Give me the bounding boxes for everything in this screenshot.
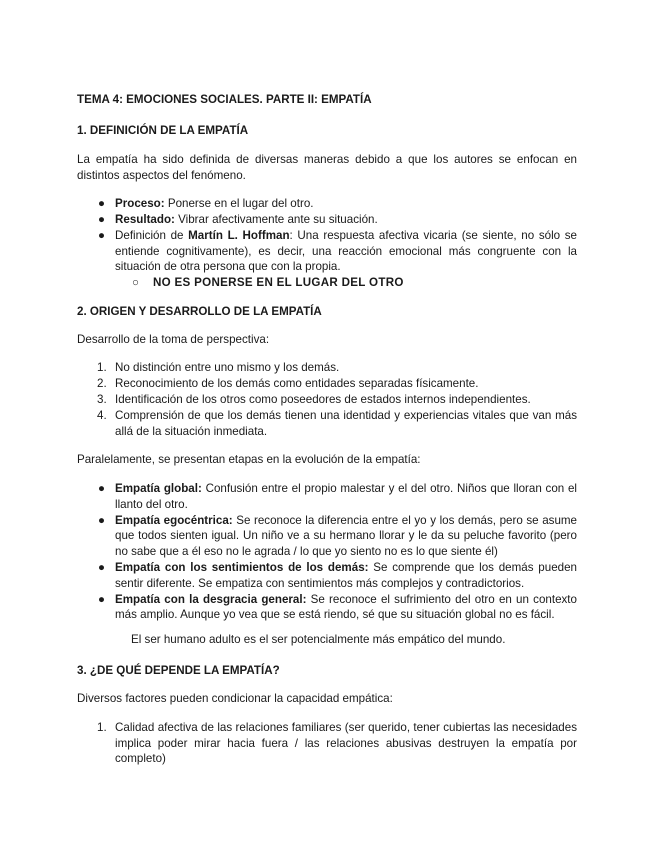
- section-1-heading: 1. DEFINICIÓN DE LA EMPATÍA: [77, 124, 249, 137]
- list-item: [77, 560, 577, 591]
- adult-empathy-note: El ser humano adulto es el ser potencialmente más empático del mundo.: [131, 633, 506, 646]
- circle-bullet-icon: ○: [132, 276, 140, 290]
- section-3-heading: 3. ¿DE QUÉ DEPENDE LA EMPATÍA?: [77, 664, 280, 677]
- list-item: [77, 376, 577, 392]
- item-prefix: Definición de: [115, 229, 189, 243]
- item-text: Identificación de los otros como poseedores de estados internos independientes.: [115, 393, 531, 407]
- bullet-icon: ●: [98, 592, 106, 606]
- section-1-bullet-list: [77, 196, 577, 291]
- section-2-heading: 2. ORIGEN Y DESARROLLO DE LA EMPATÍA: [77, 305, 322, 318]
- item-bold: Proceso:: [115, 197, 165, 210]
- bullet-icon: ●: [98, 197, 106, 210]
- list-item: [77, 360, 577, 376]
- item-text: Se reconoce el sufrimiento del otro en un contexto más amplio. Aunque yo vea que se está riendo, sé que su situación global no es fácil.: [115, 592, 577, 622]
- section-3-intro: Diversos factores pueden condicionar la capacidad empática:: [77, 692, 393, 705]
- perspective-steps-list: [77, 360, 577, 440]
- item-bold: Empatía con los sentimientos de los demás:: [115, 560, 369, 574]
- item-text: Calidad afectiva de las relaciones familiares (ser querido, tener cubiertas las necesidades implica poder mirar hacia fuera / las relaciones abusivas destruyen la empatía por completo): [115, 721, 577, 766]
- item-bold: Empatía global:: [115, 482, 202, 495]
- list-item: [77, 196, 577, 212]
- bullet-icon: ●: [98, 213, 106, 227]
- list-item: [77, 513, 577, 560]
- item-bold: Martín L. Hoffman: [188, 229, 290, 243]
- item-text: Ponerse en el lugar del otro.: [164, 197, 314, 210]
- item-text: Comprensión de que los demás tienen una identidad y experiencias vitales que van más allá de la situación inmediata.: [115, 409, 577, 438]
- item-text: Se comprende que los demás pueden sentir diferente. Se empatiza con sentimientos más complejos y contradictorios.: [115, 560, 577, 590]
- empathy-stages-list: [77, 481, 577, 623]
- sub-list-item: [77, 275, 577, 291]
- document-title: TEMA 4: EMOCIONES SOCIALES. PARTE II: EMPATÍA: [77, 93, 372, 106]
- list-item: [77, 592, 577, 623]
- bullet-icon: ●: [98, 482, 106, 495]
- bullet-icon: ●: [98, 513, 106, 527]
- item-text: No distinción entre uno mismo y los demás.: [115, 361, 340, 374]
- item-bold: Empatía egocéntrica:: [115, 513, 233, 527]
- section-2-intro-2: Paralelamente, se presentan etapas en la evolución de la empatía:: [77, 453, 421, 466]
- item-number: 2.: [97, 377, 107, 391]
- item-text: Confusión entre el propio malestar y el del otro. Niños que lloran con el llanto del otro.: [115, 482, 578, 511]
- item-bold: Resultado:: [115, 213, 175, 227]
- item-number: 4.: [97, 409, 107, 423]
- item-number: 3.: [97, 393, 107, 407]
- item-text: : Una respuesta afectiva vicaria (se siente, no sólo se entiende cognitivamente), es decir, una reacción emocional más congruente con la situación de otra persona que con la propia.: [115, 229, 577, 274]
- item-text: Reconocimiento de los demás como entidades separadas físicamente.: [115, 377, 479, 391]
- item-text: Vibrar afectivamente ante su situación.: [174, 213, 378, 227]
- section-1-intro: La empatía ha sido definida de diversas maneras debido a que los autores se enfocan en distintos aspectos del fenómeno.: [77, 153, 577, 182]
- bullet-icon: ●: [98, 229, 106, 243]
- sub-item-text: NO ES PONERSE EN EL LUGAR DEL OTRO: [153, 276, 404, 290]
- section-2-intro: Desarrollo de la toma de perspectiva:: [77, 333, 270, 346]
- item-text: Se reconoce la diferencia entre el yo y los demás, pero se asume que todos sienten igual. Un niño ve a su hermano llorar y le da su peluche favorito (pero no sabe que a él eso no le agrada / lo que yo siento no es lo que siente él): [115, 513, 578, 558]
- list-item: [77, 392, 577, 408]
- list-item: [77, 228, 577, 275]
- item-bold: Empatía con la desgracia general:: [115, 592, 307, 606]
- list-item: [77, 720, 577, 767]
- bullet-icon: ●: [98, 560, 106, 574]
- item-number: 1.: [97, 361, 107, 374]
- list-item: [77, 408, 577, 439]
- list-item: [77, 481, 577, 512]
- list-item: [77, 212, 577, 228]
- factors-list: [77, 720, 577, 767]
- item-number: 1.: [97, 721, 107, 734]
